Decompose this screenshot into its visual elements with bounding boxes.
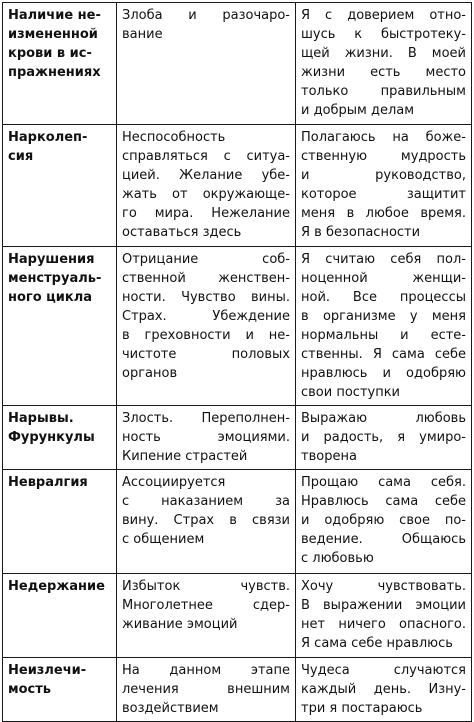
table-row — [3, 470, 472, 574]
cell-line: и руководство, — [301, 168, 466, 183]
cell-line: ведение. Общаюсь — [301, 532, 466, 547]
cell-line: измененной — [8, 27, 98, 42]
cell-line: сия — [8, 149, 34, 164]
cell-line: Злость. Переполнен- — [122, 411, 290, 426]
cell-line: шусь к быстротеку- — [301, 27, 466, 42]
row-affirmation — [296, 658, 472, 722]
cell-line: с общением — [122, 532, 205, 547]
cell-line: жать от окружающе- — [122, 187, 290, 202]
cell-line: в греховности и не- — [122, 328, 290, 343]
cell-line: вание — [122, 27, 163, 42]
cell-line: в организме у меня — [301, 309, 466, 324]
cell-line: Отрицание соб- — [122, 252, 290, 267]
cell-line: Многолетнее сдер- — [122, 598, 290, 613]
cell-line: лечения внешним — [122, 682, 290, 697]
cell-line: крови в ис- — [8, 46, 92, 61]
cell-line: и добрым делам — [301, 103, 415, 118]
row-cause — [117, 406, 296, 470]
cell-line: оставаться здесь — [122, 225, 242, 240]
cell-line: ноценной женщи- — [301, 271, 466, 286]
row-affirmation — [296, 125, 472, 247]
table-row — [3, 3, 472, 125]
row-cause — [117, 470, 296, 574]
cell-line: Неизлечи- — [8, 663, 87, 678]
cell-line: и радость, я умиро- — [301, 430, 466, 445]
table-row — [3, 247, 472, 406]
row-cause — [117, 247, 296, 406]
row-affirmation — [296, 470, 472, 574]
cell-line: жизни есть место — [301, 65, 466, 80]
cell-line: Злоба и разочаро- — [122, 8, 290, 23]
row-term — [3, 406, 117, 470]
cell-line: Кипение страстей — [122, 449, 248, 464]
cell-line: Выражаю любовь — [301, 411, 466, 426]
row-cause — [117, 3, 296, 125]
cell-line: нет ничего опасного. — [301, 617, 466, 632]
cell-line: только правильным — [301, 84, 466, 99]
row-term — [3, 574, 117, 658]
cell-line: каждый день. Изну- — [301, 682, 466, 697]
table-row — [3, 406, 472, 470]
cell-line: Избыток чувств. — [122, 579, 290, 594]
row-cause — [117, 574, 296, 658]
cell-line: Нарколеп- — [8, 130, 88, 145]
cell-line: В выражении эмоции — [301, 598, 466, 613]
cell-line: ности. Чувство вины. — [122, 290, 290, 305]
cell-line: Неспособность — [122, 130, 226, 145]
row-term — [3, 470, 117, 574]
cell-line: ственную мудрость — [301, 149, 466, 164]
cell-line: пражнениях — [8, 65, 101, 80]
table-body — [3, 3, 472, 722]
cell-line: живание эмоций — [122, 617, 238, 632]
row-affirmation — [296, 574, 472, 658]
cell-line: Невралгия — [8, 475, 88, 490]
row-cause — [117, 658, 296, 722]
cell-line: которое защитит — [301, 187, 466, 202]
cell-line: ственной женствен- — [122, 271, 290, 286]
cell-line: ной. Все процессы — [301, 290, 466, 305]
row-term — [3, 125, 117, 247]
row-term — [3, 3, 117, 125]
cell-line: воздействием — [122, 701, 219, 716]
table-row — [3, 125, 472, 247]
cell-line: ного цикла — [8, 290, 93, 305]
cell-line: вину. Страх в связи — [122, 513, 290, 528]
cell-line: Я с доверием отно- — [301, 8, 466, 23]
cell-line: Нарушения — [8, 252, 95, 267]
cell-line: ственны. Я сама себе — [301, 347, 466, 362]
cell-line: цией. Желание убе- — [122, 168, 290, 183]
cell-line: чистоте половых — [122, 347, 290, 362]
cell-line: Фурункулы — [8, 430, 95, 445]
cell-line: го мира. Нежелание — [122, 206, 290, 221]
cell-line: нормальны и есте- — [301, 328, 466, 343]
cell-line: меня в любое время. — [301, 206, 466, 221]
table-row — [3, 658, 472, 722]
row-term — [3, 247, 117, 406]
cell-line: Прощаю сама себя. — [301, 475, 466, 490]
cell-line: ность эмоциями. — [122, 430, 290, 445]
cell-line: Страх. Убеждение — [122, 309, 290, 324]
cell-line: и одобряю свое по- — [301, 513, 466, 528]
cell-line: Хочу чувствовать. — [301, 579, 466, 594]
cell-line: Чудеса случаются — [301, 663, 466, 678]
cell-line: щей жизни. В моей — [301, 46, 466, 61]
row-affirmation — [296, 247, 472, 406]
cell-line: менструаль- — [8, 271, 102, 286]
cell-line: Ассоциируется — [122, 475, 226, 490]
cell-line: мость — [8, 682, 52, 697]
row-term — [3, 658, 117, 722]
cell-line: свои поступки — [301, 385, 401, 400]
cell-line: Полагаюсь на боже- — [301, 130, 466, 145]
cell-line: На данном этапе — [122, 663, 290, 678]
cell-line: Я в безопасности — [301, 225, 421, 240]
cell-line: Нарывы. — [8, 411, 74, 426]
row-affirmation — [296, 406, 472, 470]
cell-line: с любовью — [301, 551, 374, 566]
table-row — [3, 574, 472, 658]
cell-line: с наказанием за — [122, 494, 290, 509]
remedies-table — [2, 2, 472, 722]
cell-line: Я сама себе нравлюсь — [301, 636, 453, 651]
row-cause — [117, 125, 296, 247]
cell-line: Я считаю себя пол- — [301, 252, 466, 267]
cell-line: творена — [301, 449, 357, 464]
row-affirmation — [296, 3, 472, 125]
cell-line: Недержание — [8, 579, 105, 594]
cell-line: органов — [122, 366, 178, 381]
cell-line: Нравлюсь сама себе — [301, 494, 466, 509]
cell-line: справляться с ситуа- — [122, 149, 290, 164]
cell-line: нравлюсь и одобряю — [301, 366, 466, 381]
cell-line: Наличие не- — [8, 8, 101, 23]
cell-line: три я постараюсь — [301, 701, 423, 716]
